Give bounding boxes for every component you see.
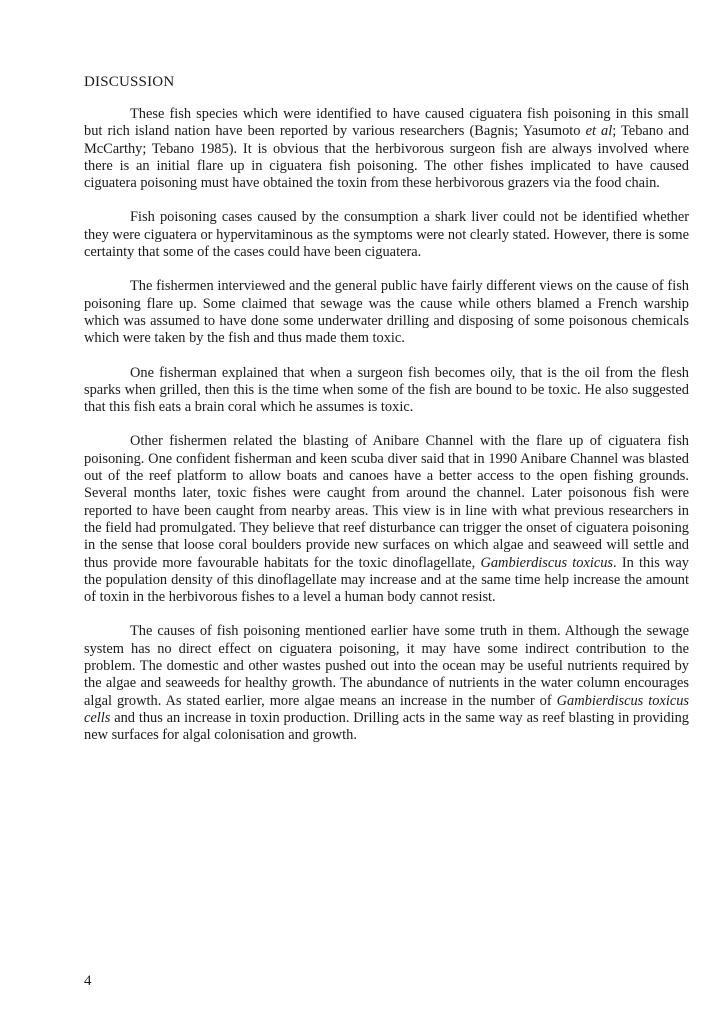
text-run: The causes of fish poisoning mentioned earlier have some truth in them. Although the sewage system has no direct effect on ciguatera poisoning, it may have some indirect contribution to the problem. The domestic and other wastes pushed out into the ocean may be useful nutrients required by the algae and seaweeds for healthy growth. The abundance of nutrients in the water column encourages algal growth. As stated earlier, more algae means an increase in the number of xyxy=(84,623,689,709)
text-run-italic: Gambierdiscus toxicus xyxy=(480,554,614,571)
paragraph-2 xyxy=(84,209,689,261)
text-run: One fisherman explained that when a surgeon fish becomes oily, that is the oil from the flesh sparks when grilled, then this is the time when some of the fish are bound to be toxic. He also suggested that this fish eats a brain coral which he assumes is toxic. xyxy=(84,364,689,416)
text-run: These fish species which were identified to have caused ciguatera fish poisoning in this small but rich island nation have been reported by various researchers (Bagnis; Yasumoto xyxy=(84,106,689,140)
text-run: ; Tebano and McCarthy; Tebano 1985). It is obvious that the herbivorous surgeon fish are always involved where there is an initial flare up in ciguatera fish poisoning. The other fishes implicated to have caused ciguatera poisoning must have obtained the toxin from these herbivorous grazers via the food chain. xyxy=(84,123,690,192)
text-run: The fishermen interviewed and the general public have fairly different views on the cause of fish poisoning flare up. Some claimed that sewage was the cause while others blamed a French warship which was assumed to have done some underwater drilling and disposing of some poisonous chemicals which were taken by the fish and thus made them toxic. xyxy=(84,278,689,347)
text-run: . In this way the population density of this dinoflagellate may increase and at the same time help increase the amount of toxin in the herbivorous fishes to a level a human body cannot resist. xyxy=(84,554,690,606)
paragraph-6 xyxy=(84,623,689,744)
text-run: and thus an increase in toxin production. Drilling acts in the same way as reef blasting in providing new surfaces for algal colonisation and growth. xyxy=(84,709,689,744)
document-page xyxy=(84,73,689,762)
paragraph-5 xyxy=(84,433,689,606)
section-heading: DISCUSSION xyxy=(84,74,175,90)
page-number: 4 xyxy=(84,973,92,989)
paragraph-3 xyxy=(84,278,689,347)
paragraph-1 xyxy=(84,106,689,192)
text-run-italic: Gambierdiscus toxicus cells xyxy=(84,692,689,726)
text-run: Fish poisoning cases caused by the consumption a shark liver could not be identified whether they were ciguatera or hypervitaminous as the symptoms were not clearly stated. However, there is some certainty that some of the cases could have been ciguatera. xyxy=(84,209,689,261)
paragraph-4 xyxy=(84,365,689,417)
text-run: Other fishermen related the blasting of Anibare Channel with the flare up of ciguatera fish poisoning. One confident fisherman and keen scuba diver said that in 1990 Anibare Channel was blasted out of the reef platform to allow boats and canoes have a better access to the open fishing grounds. Several months later, toxic fishes were caught from around the channel. Later poisonous fish were reported to have been caught from nearby areas. This view is in line with what previous researchers in the field had promulgated. They believe that reef disturbance can trigger the onset of ciguatera poisoning in the sense that loose coral boulders provide new surfaces on which algae and seaweed will settle and thus provide more favourable habitats for the toxic dinoflagellate, xyxy=(84,433,689,571)
text-run-italic: et al xyxy=(585,123,613,140)
